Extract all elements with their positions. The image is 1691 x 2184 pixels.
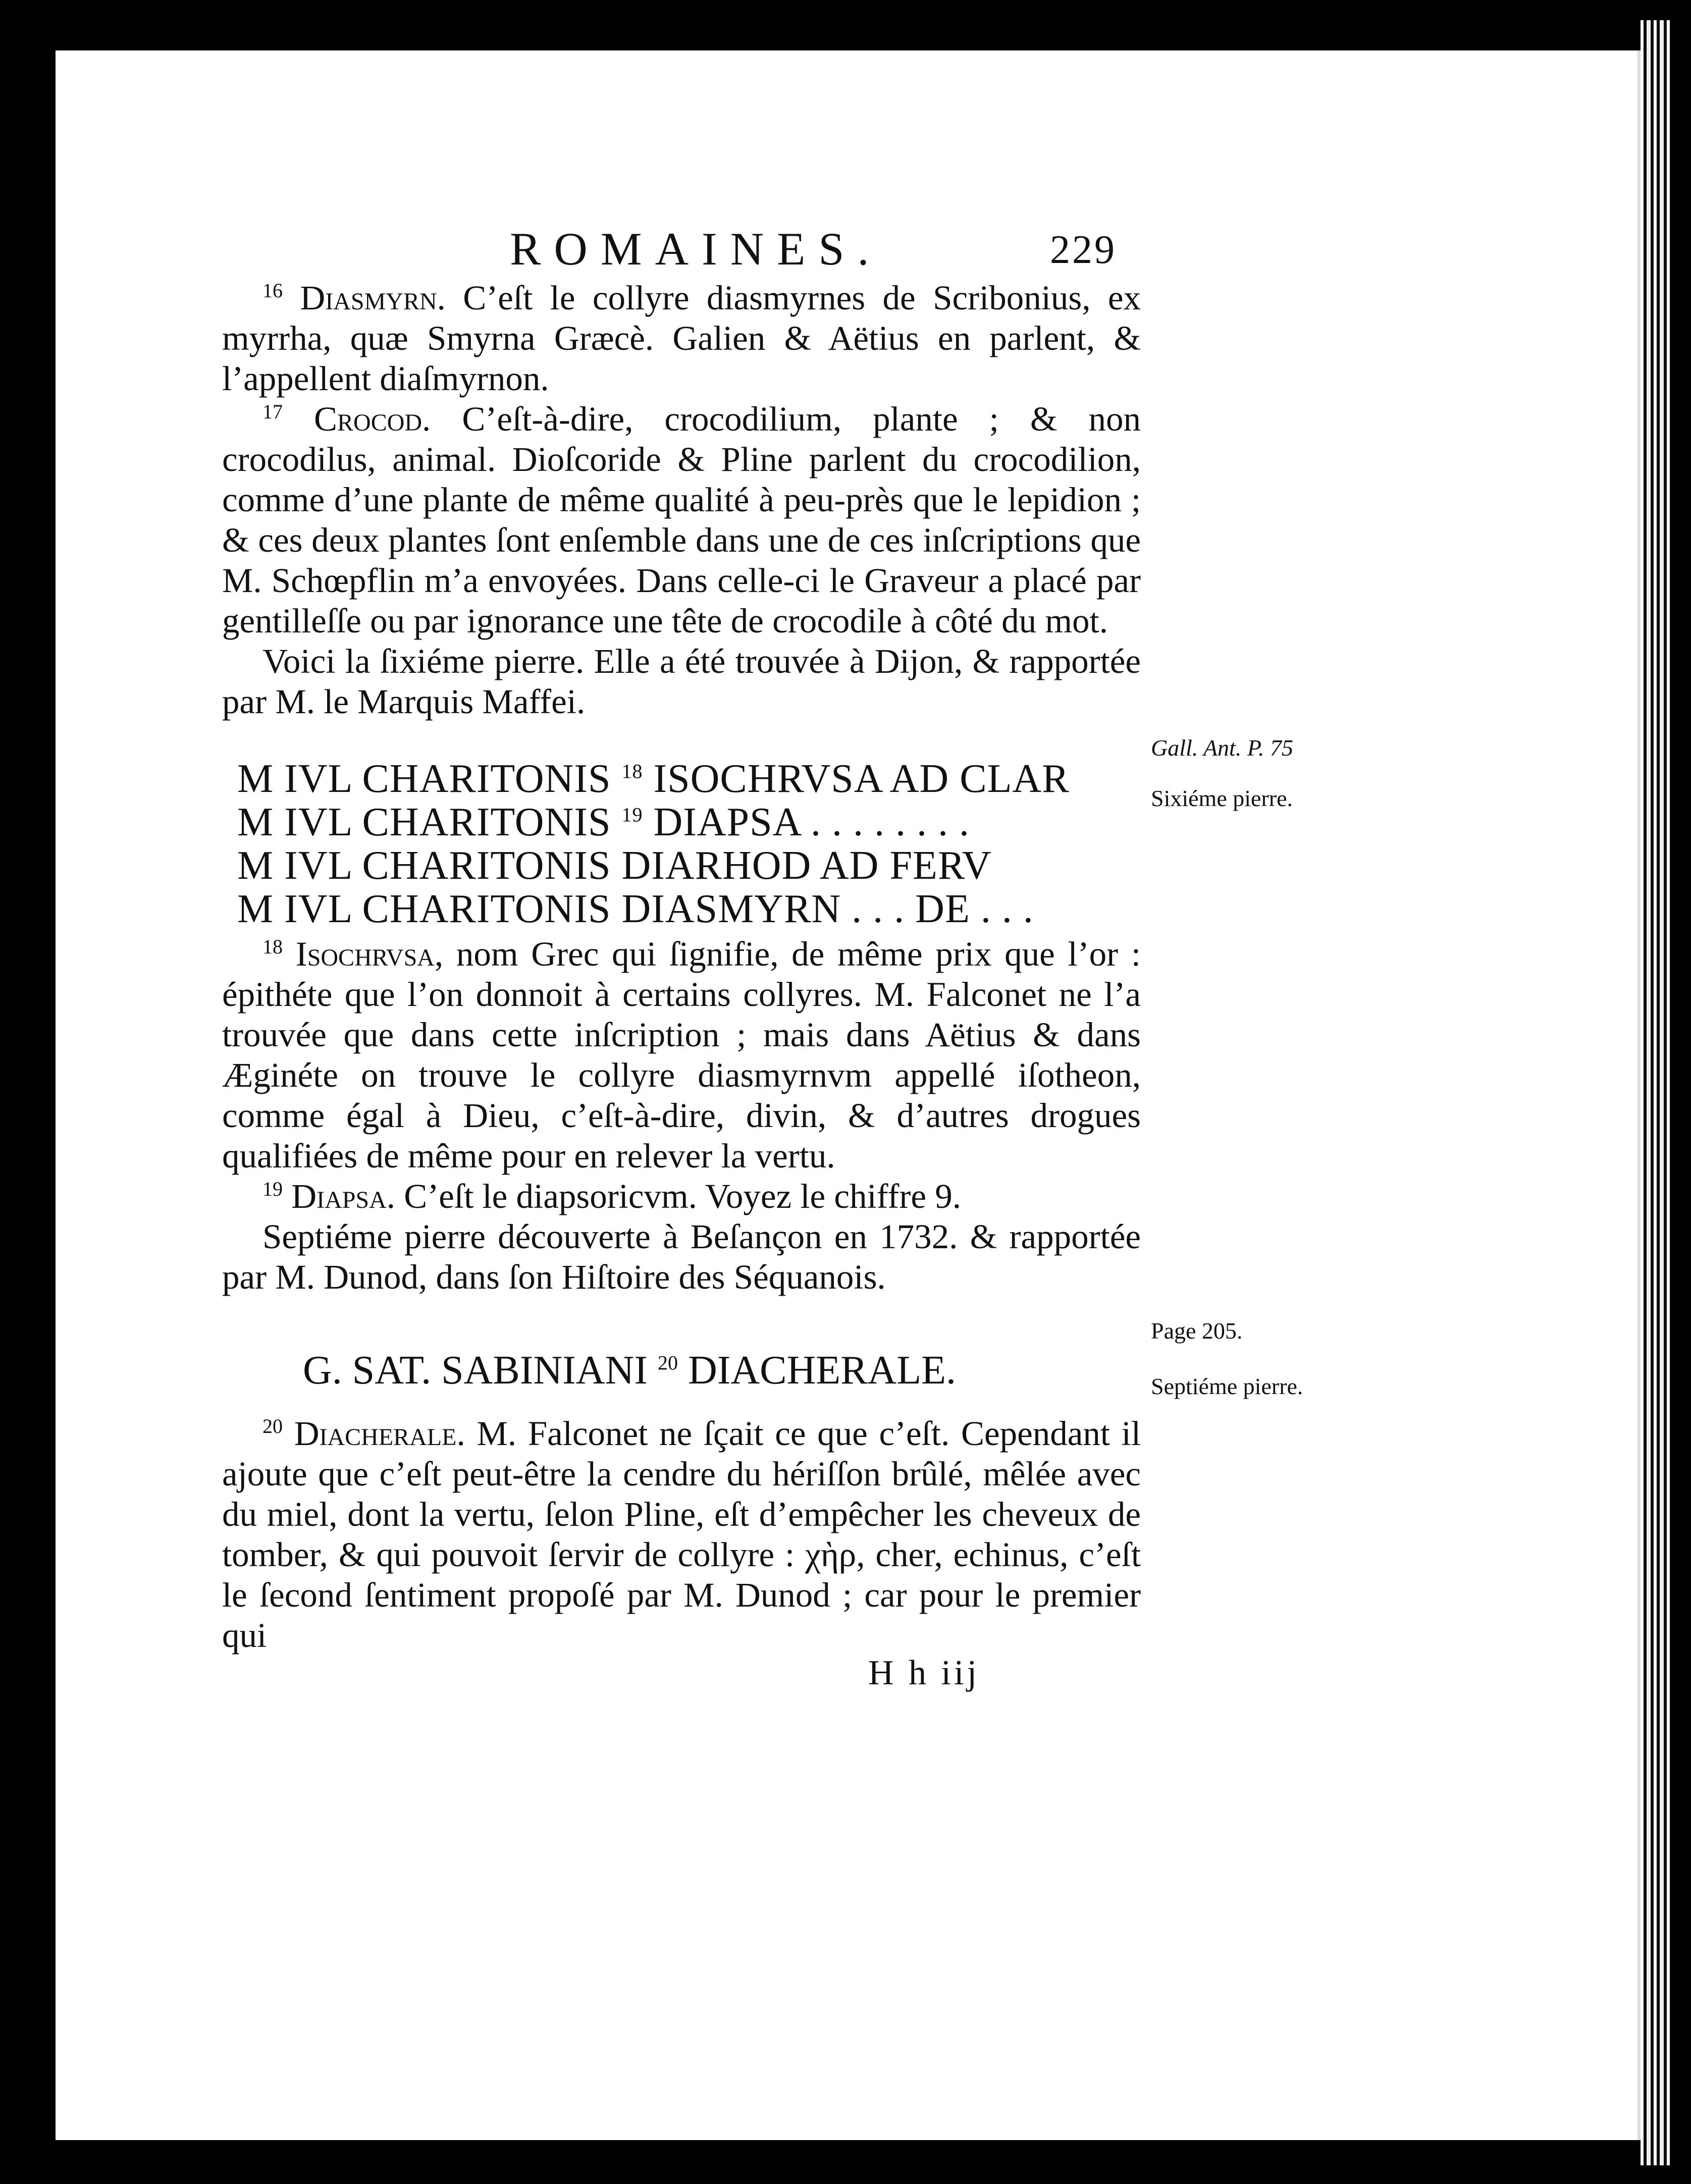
note-marker: 18 [262,935,283,958]
note-marker: 19 [621,803,643,826]
note-19 [222,1176,1141,1216]
paragraph: Voici la ſixiéme pierre. Elle a été trouvée à Dijon, & rapportée par M. le Marquis Maffei. [222,642,1141,721]
text-block-middle [222,934,1141,1297]
inscription-text: DIACHERALE. [688,1348,957,1393]
running-head: ROMAINES. [510,223,882,275]
note-text: nom Grec qui ſignifie, de même prix que l’or : épithéte que l’on donnoit à certains collyres. M. Falconet ne l’a trouvée que dans cette inſcription ; mais dans Aëtius & dans Æginéte on trouve le collyre diasmyrnvm appellé iſotheon, comme égal à Dieu, c’eſt-à-dire, divin, & d’autres drogues qualifiées de même pour en relever la vertu. [222,935,1141,1175]
margin-note-reference: Gall. Ant. P. 75 [1151,735,1293,761]
note-marker: 18 [621,760,643,783]
inscription-text: ISOCHRVSA AD CLAR [653,757,1070,801]
note-marker: 17 [262,400,283,423]
note-lemma: Diasmyrn. [300,279,446,317]
margin-note-sixth: Sixiéme pierre. [1151,785,1293,811]
note-lemma: Diapsa. [291,1177,396,1215]
inscription-line [237,801,1156,844]
note-text: C’eſt-à-dire, crocodilium, plante ; & non crocodilus, animal. Dioſcoride & Pline parlent du crocodilion, comme d’une plante de même qualité à peu-près que le lepidion ; & ces deux plantes ſont enſemble dans une de ces inſcriptions que M. Schœpflin m’a envoyées. Dans celle-ci le Graveur a placé par gentilleſſe ou par ignorance une tête de crocodile à côté du mot. [222,400,1141,640]
text-block-bottom [222,1413,1141,1656]
note-lemma: Crocod. [314,400,431,438]
inscription-line: M IVL CHARITONIS DIASMYRN . . . DE . . . [237,887,1034,931]
note-20 [222,1413,1141,1656]
note-marker: 19 [262,1178,283,1200]
note-lemma: Diacherale. [294,1414,465,1453]
inscription-line [237,757,1156,801]
inscription-seventh-stone [303,1348,956,1393]
note-text: C’eſt le diapsoricvm. Voyez le chiffre 9. [404,1177,961,1215]
page-edge [1641,20,1673,2165]
note-marker: 16 [262,279,283,302]
margin-note-seventh: Septiéme pierre. [1151,1373,1303,1399]
note-lemma: Isochrvsa, [295,935,444,973]
note-16 [222,278,1141,399]
inscription-sixth-stone [237,757,1156,931]
inscription-text: DIAPSA . . . . . . . . [653,800,970,844]
inscription-text: M IVL CHARITONIS [237,757,611,801]
note-text: M. Falconet ne ſçait ce que c’eſt. Cependant il ajoute que c’eſt peut-être la cendre du hériſſon brûlé, mêlée avec du miel, dont la vertu, ſelon Pline, eſt d’empêcher les cheveux de tomber, & qui pouvoit ſervir de collyre : χὴρ, cher, echinus, c’eſt le ſecond ſentiment propoſé par M. Dunod ; car pour le premier qui [222,1414,1141,1655]
text-block-top [222,278,1141,722]
paragraph: Septiéme pierre découverte à Beſançon en 1732. & rapportée par M. Dunod, dans ſon Hiſtoire des Séquanois. [222,1217,1141,1296]
inscription-text: G. SAT. SABINIANI [303,1348,648,1393]
inscription-text: M IVL CHARITONIS [237,800,611,844]
note-17 [222,399,1141,641]
margin-note-page: Page 205. [1151,1318,1243,1344]
note-marker: 20 [657,1351,678,1374]
page-number: 229 [1050,228,1117,272]
note-text: C’eſt le collyre diasmyrnes de Scribonius, ex myrrha, quæ Smyrna Græcè. Galien & Aëtius en parlent, & l’appellent diaſmyrnon. [222,279,1141,398]
note-marker: 20 [262,1415,283,1437]
inscription-line: M IVL CHARITONIS DIARHOD AD FERV [237,843,992,888]
note-18 [222,934,1141,1176]
signature-mark: H h iij [868,1654,980,1692]
